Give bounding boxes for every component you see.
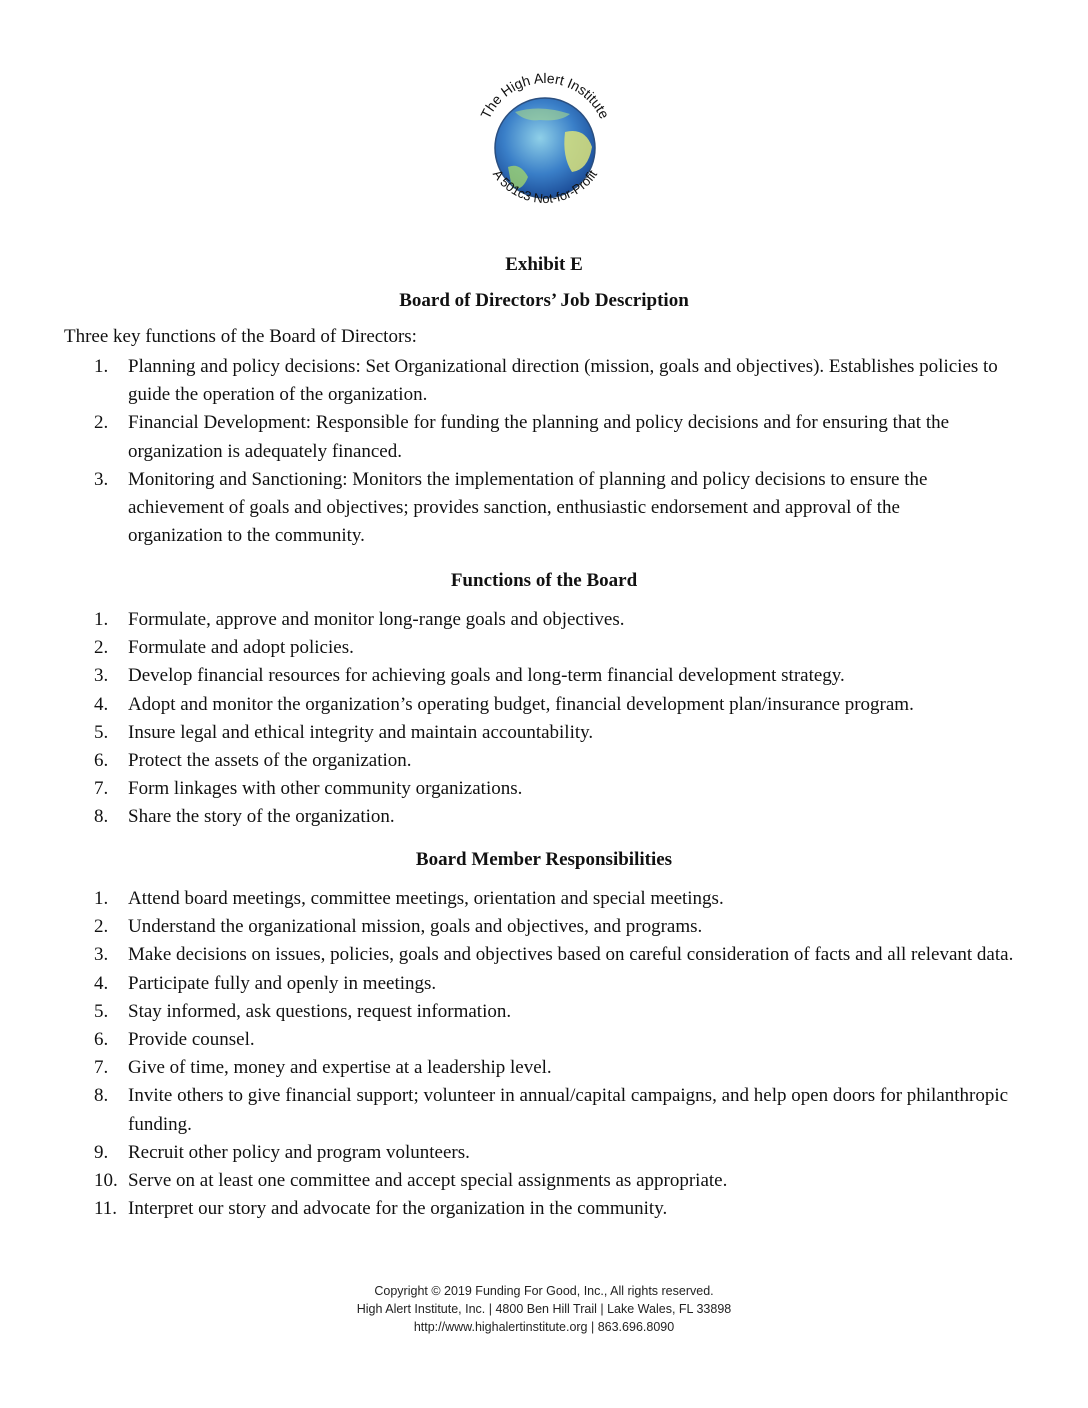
list-item: 8. Share the story of the organization. [94,806,395,828]
key-functions-list [94,353,1034,550]
page-title: Board of Directors’ Job Description [399,290,689,311]
list-item: 4. Participate fully and openly in meetings. [94,972,437,994]
footer [0,1282,1088,1336]
list-item: 3. Make decisions on issues, policies, goals and objectives based on careful consideration of facts and all relevant data. [94,944,1014,966]
exhibit-label: Exhibit E [505,254,583,275]
footer-contact: http://www.highalertinstitute.org | 863.696.8090 [413,1320,675,1334]
list-item: 1. Attend board meetings, committee meetings, orientation and special meetings. [94,888,724,909]
list-item: 7. Form linkages with other community organizations. [94,778,523,800]
intro-text: Three key functions of the Board of Directors: [64,326,417,347]
svg-text:A 501c3 Not-for-Profit: A 501c3 Not-for-Profit [489,166,601,207]
functions-list [94,606,1054,832]
list-item: 7. Give of time, money and expertise at a leadership level. [94,1057,552,1079]
footer-copyright: Copyright © 2019 Funding For Good, Inc., All rights reserved. [374,1284,714,1298]
list-item: 3. Monitoring and Sanctioning: Monitors the implementation of planning and policy decisions to ensure the achievement of goals and objectives; provides sanction, enthusiastic endorsement and approval of the organization to the community. [94,468,928,547]
svg-text:The High Alert Institute: The High Alert Institute [477,69,613,122]
list-item: 11. Interpret our story and advocate for the organization in the community. [94,1198,668,1220]
responsibilities-heading: Board Member Responsibilities [415,849,673,870]
logo [470,52,620,230]
list-item: 8. Invite others to give financial support; volunteer in annual/capital campaigns, and help open doors for philanthropic funding. [94,1085,1009,1135]
list-item: 9. Recruit other policy and program volunteers. [94,1141,470,1163]
globe-icon [470,52,620,230]
list-item: 1. Formulate, approve and monitor long-range goals and objectives. [94,609,625,630]
footer-address: High Alert Institute, Inc. | 4800 Ben Hill Trail | Lake Wales, FL 33898 [356,1302,732,1316]
list-item: 2. Financial Development: Responsible for funding the planning and policy decisions and for ensuring that the organization is adequately financed. [94,412,950,462]
list-item: 6. Protect the assets of the organization. [94,750,412,772]
list-item: 5. Insure legal and ethical integrity and maintain accountability. [94,721,594,743]
list-item: 1. Planning and policy decisions: Set Organizational direction (mission, goals and objectives). Establishes policies to guide the operation of the organization. [94,356,998,406]
list-item: 10. Serve on at least one committee and accept special assignments as appropriate. [94,1170,728,1192]
list-item: 5. Stay informed, ask questions, request information. [94,1000,512,1022]
list-item: 3. Develop financial resources for achieving goals and long-term financial development strategy. [94,665,845,687]
list-item: 4. Adopt and monitor the organization’s operating budget, financial development plan/insurance program. [94,693,914,715]
list-item: 2. Formulate and adopt policies. [94,637,354,659]
list-item: 6. Provide counsel. [94,1029,255,1051]
functions-heading: Functions of the Board [450,570,638,591]
responsibilities-list [94,885,1014,1223]
list-item: 2. Understand the organizational mission, goals and objectives, and programs. [94,916,703,938]
